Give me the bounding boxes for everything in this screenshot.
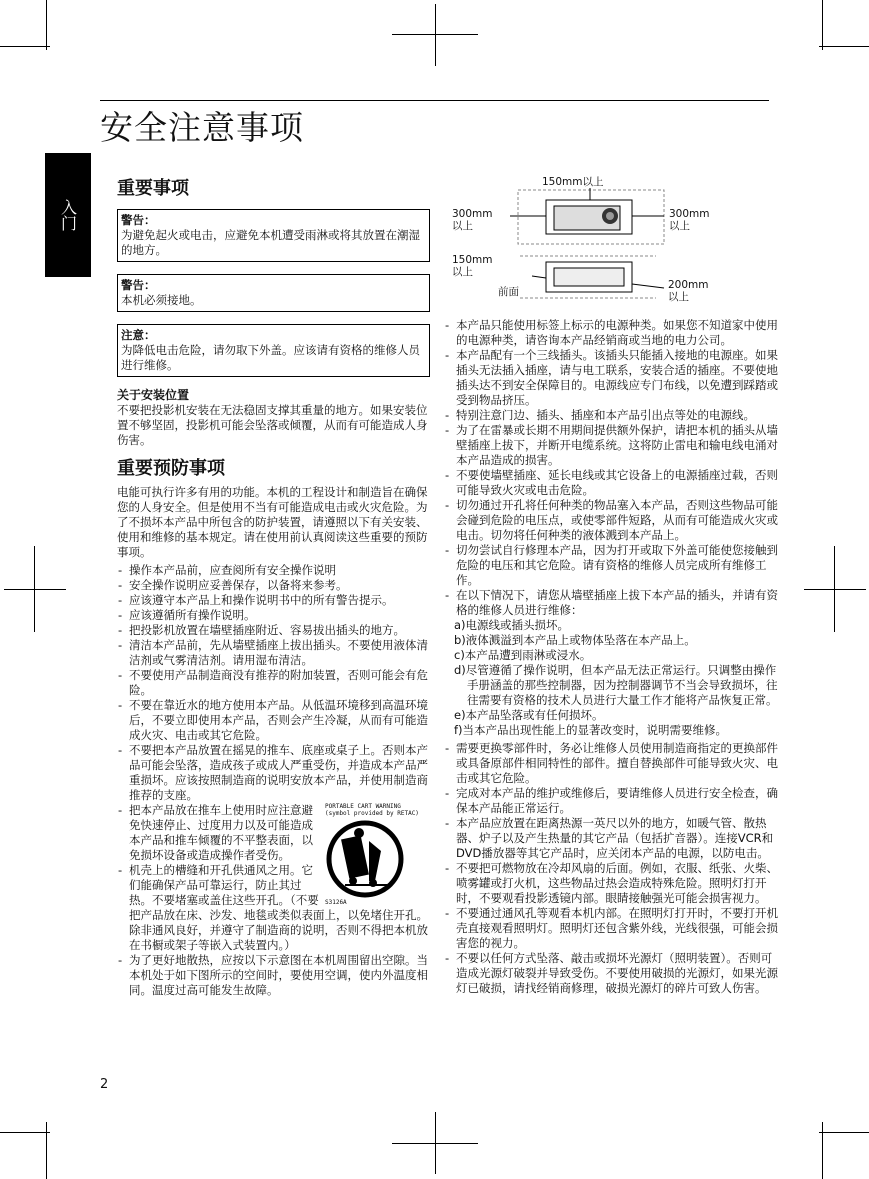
caution-box	[117, 324, 430, 377]
label-left-clearance: 300mm 以上	[452, 208, 493, 232]
cart-warning-code: S3126A	[325, 899, 347, 906]
crop-mark	[46, 1122, 47, 1179]
list-item: e)本产品坠落或有任何损坏。	[454, 708, 604, 722]
list-item: - 应该遵循所有操作说明。	[117, 608, 430, 623]
list-item: - 不要使墙壁插座、延长电线或其它设备上的电源插座过载，否则可能导致火灾或电击危险。	[444, 468, 780, 498]
warning-box	[117, 209, 430, 262]
list-item: - 把投影机放置在墙壁插座附近、容易拔出插头的地方。	[117, 623, 430, 638]
list-item: - 清洁本产品前，先从墙壁插座上拔出插头。不要使用液体清洁剂或气雾清洁剂。请用湿布清洁。	[117, 638, 430, 668]
cart-warning-caption: - PORTABLE CART WARNING (symbol provided by RETAC)	[325, 803, 419, 817]
list-item: - 不要使用产品制造商没有推荐的附加装置，否则可能会有危险。	[117, 668, 430, 698]
list-item: - 应该遵守本产品上和操作说明书中的所有警告提示。	[117, 593, 430, 608]
precaution-list-right	[444, 318, 780, 618]
list-item: b)液体溅溢到本产品上或物体坠落在本产品上。	[454, 633, 696, 647]
title-rule	[100, 100, 769, 101]
install-heading: 关于安装位置	[117, 388, 190, 402]
crop-mark	[819, 1132, 869, 1133]
crop-mark	[804, 589, 866, 590]
side-tab	[45, 153, 91, 277]
list-item: - 本产品只能使用标签上标示的电源种类。如果您不知道家中使用的电源种类，请咨询本产品经销商或当地的电力公司。	[444, 318, 780, 348]
list-item: - 机壳上的槽缝和开孔供通风之用。它们能确保产品可靠运行，防止其过热。不要堵塞或盖住这些开孔。（不要把产品放在床、沙发、地毯或类似表面上，以免堵住开孔。除非通风良好，并遵守了制造商的说明，否则不得把本机放在书橱或架子等嵌入式装置内。）	[117, 863, 430, 953]
list-item: - 不要把可燃物放在冷却风扇的后面。例如，衣服、纸张、火柴、喷雾罐或打火机，这些物品过热会造成特殊危险。照明灯打开时，不要观看投影透镜内部。眼睛接触强光可能会损害视力。	[444, 861, 780, 906]
list-item: c)本产品遭到雨淋或浸水。	[454, 648, 592, 662]
list-item: - 切勿通过开孔将任何种类的物品塞入本产品，否则这些物品可能会碰到危险的电压点，或使零部件短路，从而有可能造成火灾或电击。切勿将任何种类的液体溅到本产品上。	[444, 498, 780, 543]
page-number: 2	[100, 1077, 109, 1092]
crop-mark	[435, 1112, 436, 1174]
list-item: - 需要更换零部件时，务必让维修人员使用制造商指定的更换部件或具备原部件相同特性的部件。擅自替换部件可能导致火灾、电击或其它危险。	[444, 741, 780, 786]
list-item: d)尽管遵循了操作说明，但本产品无法正常运行。只调整由操作手册涵盖的那些控制器，因为控制器调节不当会导致损坏，往往需要有资格的技术人员进行大量工作才能将产品恢复正常。	[454, 663, 778, 707]
crop-mark	[34, 546, 35, 632]
list-item: - 操作本产品前，应查阅所有安全操作说明	[117, 563, 430, 578]
caution-title: 注意：	[121, 328, 156, 342]
warning-box	[117, 274, 430, 312]
clearance-diagram	[450, 176, 710, 306]
crop-mark	[435, 4, 436, 66]
section-title-important: 重要事项	[117, 178, 189, 199]
crop-mark	[822, 1122, 823, 1179]
install-text: 不要把投影机安装在无法稳固支撑其重量的地方。如果安装位置不够坚固，投影机可能会坠落或倾覆，从而有可能造成人身伤害。	[117, 403, 428, 447]
crop-mark	[0, 46, 50, 47]
label-rear-clearance: 150mm 以上	[452, 254, 493, 278]
label-bottom-clearance: 200mm 以上	[668, 279, 709, 303]
left-column	[117, 178, 430, 998]
intro-text: 电能可执行许多有用的功能。本机的工程设计和制造旨在确保您的人身安全。但是使用不当有可能造成电击或火灾危险。为了不损坏本产品中所包含的防护装置，请遵照以下有关安装、使用和维修的基本规定。请在使用前认真阅读这些重要的预防事项。	[117, 485, 428, 559]
crop-mark	[819, 46, 869, 47]
list-item: - 在以下情况下，请您从墙壁插座上拔下本产品的插头，并请有资格的维修人员进行维修：	[444, 588, 780, 618]
crop-mark	[0, 1132, 50, 1133]
list-item: - 不要把本产品放置在摇晃的推车、底座或桌子上。否则本产品可能会坠落，造成孩子或成人严重受伤，并造成本产品严重损坏。应该按照制造商的说明安放本产品，并使用制造商推荐的支座。	[117, 743, 430, 803]
list-item-text: 把本产品放在推车上使用时应注意避免快速停止、过度用力以及可能造成本产品和推车倾覆的不平整表面，以免损坏设备或造成操作者受伤。	[129, 803, 313, 862]
list-item: f)当本产品出现性能上的显著改变时，说明需要维修。	[454, 723, 728, 737]
list-item: - 本产品配有一个三线插头。该插头只能插入接地的电源座。如果插头无法插入插座，请与电工联系，安装合适的插座。不要使地插头达不到安全保障目的。电源线应专门布线，以免遭到踩踏或受到物品挤压。	[444, 348, 780, 408]
label-right-clearance: 300mm 以上	[669, 208, 710, 232]
list-item: a)电源线或插头损坏。	[454, 618, 570, 632]
list-item: - 为了更好地散热，应按以下示意图在本机周围留出空隙。当本机处于如下图所示的空间时，要使用空调，使内外温度相同。温度过高可能发生故障。	[117, 953, 430, 998]
label-front: 前面	[498, 286, 519, 298]
list-item: - 完成对本产品的维护或维修后，要请维修人员进行安全检查，确保本产品能正常运行。	[444, 786, 780, 816]
crop-mark	[4, 589, 66, 590]
list-item: - 为了在雷暴或长期不用期间提供额外保护，请把本机的插头从墙壁插座上拔下，并断开电缆系统。这将防止雷电和输电线电涌对本产品造成的损害。	[444, 423, 780, 468]
section-title-precautions: 重要预防事项	[117, 458, 225, 479]
caution-text: 为降低电击危险，请勿取下外盖。应该请有资格的维修人员进行维修。	[121, 343, 420, 372]
right-column	[444, 318, 780, 996]
list-item	[117, 803, 430, 906]
precaution-list-right-2	[444, 741, 780, 996]
crop-mark	[834, 546, 835, 632]
list-item: - 不要以任何方式坠落、敲击或损坏光源灯（照明装置）。否则可造成光源灯破裂并导致受伤。不要使用破损的光源灯，如果光源灯已破损，请找经销商修理，破损光源灯的碎片可致人伤害。	[444, 951, 780, 996]
service-conditions-list	[444, 618, 780, 738]
label-top-clearance: 150mm以上	[542, 176, 604, 188]
warning-text: 为避免起火或电击，应避免本机遭受雨淋或将其放置在潮湿的地方。	[121, 228, 420, 257]
warning-title: 警告：	[121, 278, 156, 292]
list-item: - 不要在靠近水的地方使用本产品。从低温环境移到高温环境后，不要立即使用本产品，否则会产生冷凝，从而有可能造成火灾、电击或其它危险。	[117, 698, 430, 743]
list-item: - 不要通过通风孔等观看本机内部。在照明灯打开时，不要打开机壳直接观看照明灯。照明灯还包含紫外线，光线很强，可能会损害您的视力。	[444, 906, 780, 951]
warning-text: 本机必须接地。	[121, 293, 202, 307]
list-item: - 特别注意门边、插头、插座和本产品引出点等处的电源线。	[444, 408, 780, 423]
list-item: - 安全操作说明应妥善保存，以备将来参考。	[117, 578, 430, 593]
side-tab-label: 入门	[58, 199, 78, 231]
page-title: 安全注意事项	[100, 108, 304, 147]
list-item: - 切勿尝试自行修理本产品，因为打开或取下外盖可能使您接触到危险的电压和其它危险。请有资格的维修人员完成所有维修工作。	[444, 543, 780, 588]
list-item: - 本产品应放置在距离热源一英尺以外的地方，如暖气管、散热器、炉子以及产生热量的其它产品（包括扩音器）。连接VCR和DVD播放器等其它产品时，应关闭本产品的电源，以防电击。	[444, 816, 780, 861]
crop-mark	[822, 0, 823, 50]
warning-title: 警告：	[121, 213, 156, 227]
crop-mark	[46, 0, 47, 50]
precaution-list	[117, 563, 430, 998]
